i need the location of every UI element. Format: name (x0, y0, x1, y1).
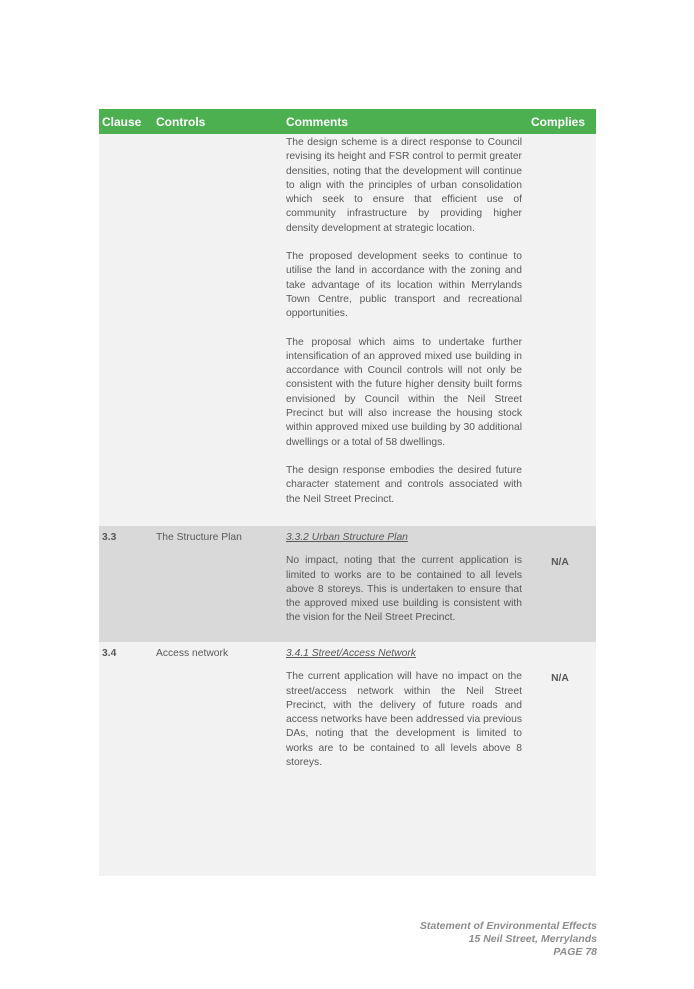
control-name: The Structure Plan (156, 532, 242, 543)
header-complies: Complies (531, 114, 586, 129)
comments-cell (279, 642, 524, 876)
header-controls: Controls (156, 114, 206, 129)
section-heading: 3.3.2 Urban Structure Plan (286, 532, 408, 543)
table-header (99, 109, 596, 134)
controls-cell (148, 134, 279, 526)
table-row-3-4 (99, 642, 596, 876)
header-comments: Comments (286, 114, 349, 129)
comment-paragraph: No impact, noting that the current application is limited to works are to be contained to all levels above 8 storeys. This is undertaken to ensure that the approved mixed use building is consistent with the vision for the Neil Street Precinct. (286, 555, 522, 624)
complies-value: N/A (551, 673, 569, 684)
comment-paragraph: The proposed development seeks to continue to utilise the land in accordance with the zoning and take advantage of its location within Merrylands Town Centre, public transport and recreational opportunities. (286, 251, 522, 320)
table-row-3-3 (99, 526, 596, 642)
comments-cell (279, 134, 524, 526)
footer-document-title: Statement of Environmental Effects (419, 920, 597, 932)
clause-cell (99, 134, 148, 526)
comment-paragraph: The proposal which aims to undertake further intensification of an approved mixed use building in accordance with Council controls will not only be consistent with the future higher density built forms envisioned by Council within the Neil Street Precinct but will also increase the housing stock within approved mixed use building by 30 additional dwellings or a total of 58 dwellings. (286, 336, 522, 448)
header-clause: Clause (102, 114, 142, 129)
complies-cell (524, 134, 596, 526)
control-name: Access network (156, 648, 229, 659)
section-heading: 3.4.1 Street/Access Network (286, 648, 416, 659)
compliance-table (99, 109, 596, 876)
comment-paragraph: The current application will have no impact on the street/access network within the Neil Street Precinct, with the delivery of future roads and access networks have been addressed via previous DAs, noting that the development is limited to works are to be contained to all levels above 8 storeys. (286, 671, 522, 769)
footer-address: 15 Neil Street, Merrylands (468, 933, 597, 945)
page-footer (420, 920, 597, 959)
table-row-continuation (99, 134, 596, 526)
comment-paragraph: The design response embodies the desired future character statement and controls associated with the Neil Street Precinct. (286, 464, 522, 505)
footer-page-number: PAGE 78 (553, 946, 597, 958)
comment-paragraph: The design scheme is a direct response to Council revising its height and FSR control to permit greater densities, noting that the development will continue to align with the principles of urban consolidation which seek to ensure that efficient use of community infrastructure by providing higher density development at strategic location. (286, 137, 522, 234)
clause-number: 3.3 (102, 532, 117, 543)
clause-number: 3.4 (102, 648, 117, 659)
comments-cell (279, 526, 524, 642)
complies-value: N/A (551, 557, 569, 568)
